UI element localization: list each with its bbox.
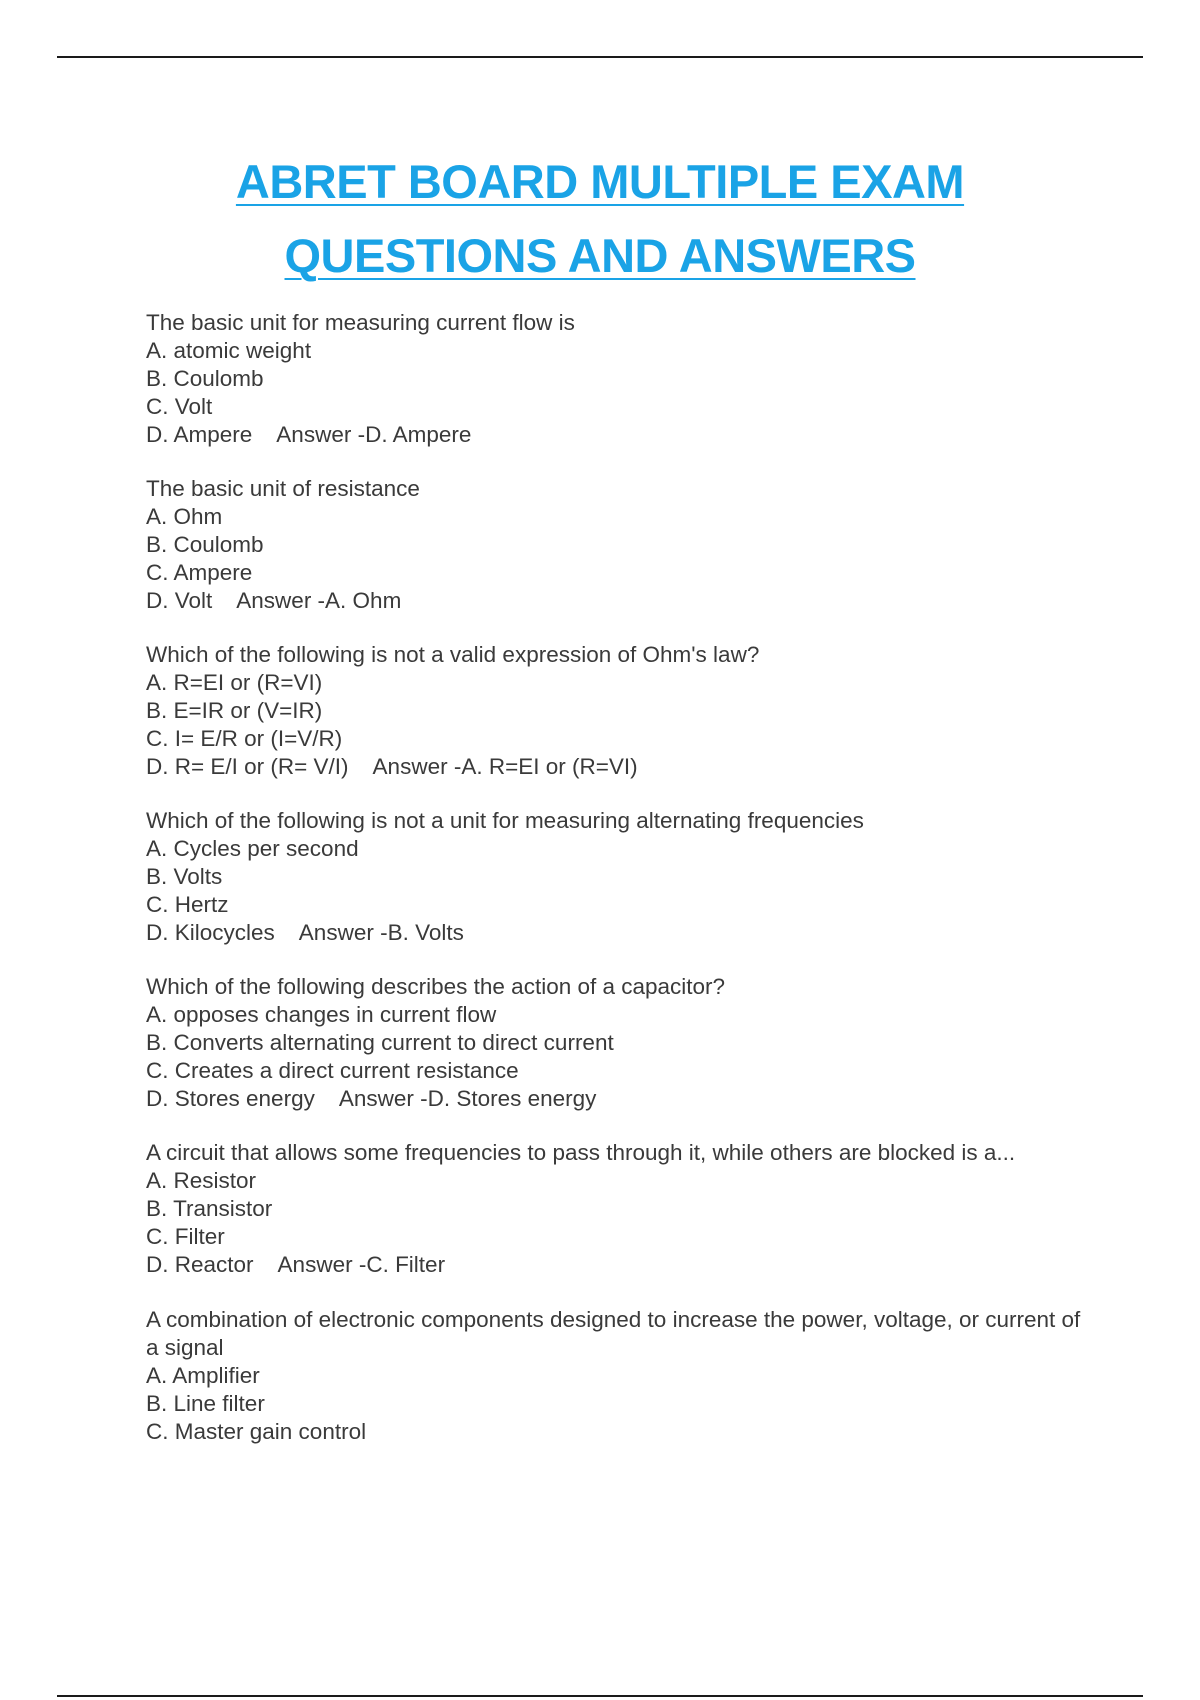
question-block	[146, 1139, 1126, 1279]
option-d: D. Kilocycles	[146, 920, 275, 945]
option-c: C. Creates a direct current resistance	[146, 1058, 519, 1083]
question-block	[146, 641, 1126, 781]
title-line-1: ABRET BOARD MULTIPLE EXAM	[235, 155, 965, 208]
question-text: Which of the following describes the action of a capacitor?	[146, 974, 726, 999]
option-a: A. Amplifier	[146, 1363, 260, 1388]
option-b: B. Coulomb	[146, 532, 264, 557]
option-b: B. E=IR or (V=IR)	[146, 698, 323, 723]
option-c: C. Hertz	[146, 892, 229, 917]
option-a: A. Ohm	[146, 504, 223, 529]
option-b: B. Converts alternating current to direct current	[146, 1030, 614, 1055]
question-block	[146, 309, 1126, 449]
question-block	[146, 1306, 1126, 1446]
option-a: A. Cycles per second	[146, 836, 359, 861]
answer-text: Answer -D. Stores energy	[338, 1086, 597, 1111]
option-b: B. Coulomb	[146, 366, 264, 391]
question-text: Which of the following is not a valid expression of Ohm's law?	[146, 642, 760, 667]
option-c: C. Filter	[146, 1224, 225, 1249]
answer-text: Answer -A. R=EI or (R=VI)	[372, 754, 638, 779]
question-text: A circuit that allows some frequencies to pass through it, while others are blocked is a...	[146, 1140, 1016, 1165]
answer-text: Answer -A. Ohm	[236, 588, 402, 613]
option-a: A. R=EI or (R=VI)	[146, 670, 323, 695]
option-d-row	[146, 421, 1126, 449]
option-b: B. Transistor	[146, 1196, 273, 1221]
option-c: C. I= E/R or (I=V/R)	[146, 726, 343, 751]
option-c: C. Master gain control	[146, 1419, 367, 1444]
bottom-rule	[57, 1695, 1143, 1697]
question-list	[146, 309, 1126, 1472]
option-d-row	[146, 919, 1126, 947]
option-d: D. Stores energy	[146, 1086, 315, 1111]
option-d-row	[146, 1251, 1126, 1279]
option-a: A. Resistor	[146, 1168, 257, 1193]
option-d-row	[146, 1085, 1126, 1113]
option-d-row	[146, 753, 1126, 781]
option-d: D. Ampere	[146, 422, 253, 447]
option-d: D. Reactor	[146, 1252, 254, 1277]
question-text: The basic unit of resistance	[146, 476, 420, 501]
question-block	[146, 807, 1126, 947]
option-c: C. Ampere	[146, 560, 253, 585]
title-line-2: QUESTIONS AND ANSWERS	[284, 229, 916, 282]
answer-text: Answer -D. Ampere	[276, 422, 472, 447]
option-a: A. opposes changes in current flow	[146, 1002, 497, 1027]
question-text: The basic unit for measuring current flow is	[146, 310, 575, 335]
question-text: Which of the following is not a unit for measuring alternating frequencies	[146, 808, 864, 833]
question-text: A combination of electronic components designed to increase the power, voltage, or current of a signal	[146, 1307, 1087, 1360]
option-b: B. Volts	[146, 864, 223, 889]
question-block	[146, 475, 1126, 615]
option-d-row	[146, 587, 1126, 615]
top-rule	[57, 56, 1143, 58]
option-a: A. atomic weight	[146, 338, 312, 363]
option-d: D. Volt	[146, 588, 213, 613]
answer-text: Answer -B. Volts	[298, 920, 464, 945]
option-b: B. Line filter	[146, 1391, 265, 1416]
answer-text: Answer -C. Filter	[277, 1252, 446, 1277]
option-c: C. Volt	[146, 394, 213, 419]
question-block	[146, 973, 1126, 1113]
document-title	[0, 145, 1200, 293]
option-d: D. R= E/I or (R= V/I)	[146, 754, 349, 779]
